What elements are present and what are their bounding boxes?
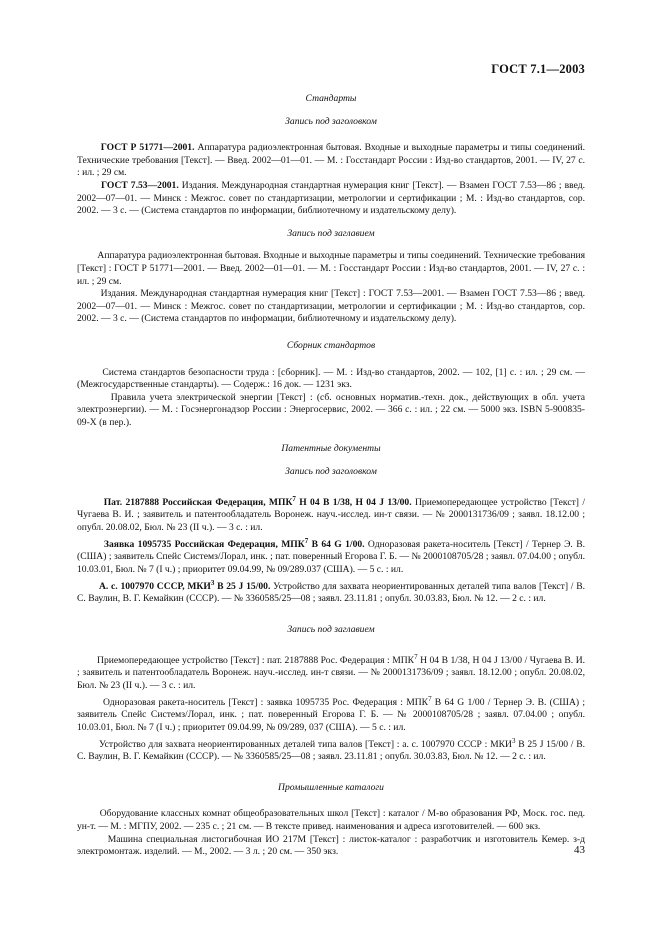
entry-text: Аппаратура радиоэлектронная бытовая. Входные и выходные параметры и типы соединений. Технические требования [Текст]. — Введ. 2002—01—01. — М. : Госстандарт России : Изд-во стандартов, 2001. — IV, 27 с. : ил. ; 29 см.	[77, 142, 586, 179]
subsection-title: Запись под заголовком	[285, 466, 377, 478]
superscript: 3	[511, 736, 516, 745]
entry-heading: ГОСТ 7.53—2001.	[101, 179, 179, 191]
entry-text: Устройство для захвата неориентированных деталей типа валов [Текст] / В. С. Ваулин, В. Г. Кемайкин (СССР). — № 3360585/25—08 ; заявл. 23.11.81 ; опубл. 30.03.83, Бюл. № 12. — 2 с. : ил.	[77, 580, 585, 605]
entry-text: Система стандартов безопасности труда : [сборник]. — М. : Изд-во стандартов, 2002. — 102, [1] с. : ил. ; 29 см. — (Межгосударственные стандарты). — Содерж.: 16 док. — 1231 экз.	[77, 366, 586, 391]
entry-paragraph	[77, 392, 585, 430]
entry-paragraph	[77, 834, 585, 859]
entry-text: Одноразовая ракета-носитель [Текст] / Тернер Э. В. (США) ; заявитель Спейс Системз/Лорал, инк. ; пат. поверенный Егорова Г. Б. — № 2000108705/28 ; заявл. 07.04.00 ; опубл. 10.03.01, Бюл. № 7 (I ч.) ; приоритет 09.04.99, № 09/289.037 (США). — 5 с. : ил.	[77, 538, 585, 575]
superscript: 7	[304, 536, 309, 545]
entry-paragraph	[77, 493, 585, 535]
entry-paragraph	[77, 577, 585, 606]
entry-paragraph	[77, 535, 585, 577]
superscript: 7	[292, 494, 296, 503]
section-title-standards: Стандарты	[305, 93, 357, 104]
entry-text: Приемопередающее устройство [Текст] : пат. 2187888 Рос. Федерация : МПК	[97, 654, 415, 666]
entry-paragraph	[77, 808, 585, 833]
subsection-title: Запись под заглавием	[287, 623, 375, 635]
entry-heading-cont: В 64 G 1/00.	[308, 538, 365, 550]
entry-text: Машина специальная листогибочная ИО 217М [Текст] : листок-каталог : разработчик и изготовитель Кемер. з-д электромонтаж. изделий. — М., 2002. — 3 л. ; 20 см. — 350 экз.	[77, 833, 586, 858]
entry-text: Аппаратура радиоэлектронная бытовая. Входные и выходные параметры и типы соединений. Технические требования [Текст] : ГОСТ Р 51771—2001. — Введ. 2002—01—01. — М. : Госстандарт России : Изд-во стандартов, 2001. — IV, 27 с. : ил. ; 29 см.	[77, 250, 585, 287]
entry-paragraph	[77, 288, 585, 326]
entry-text: Приемопередающее устройство [Текст] / Чугаева В. И. ; заявитель и патентообладатель Воронеж. науч.-исслед. ин-т связи. — № 2000131736/09 ; заявл. 18.12.00 ; опубл. 20.08.02, Бюл. № 23 (II ч.). — 3 с. : ил.	[77, 496, 585, 534]
entry-paragraph	[77, 142, 585, 180]
page-number: 43	[574, 844, 585, 856]
entry-text: Устройство для захвата неориентированных деталей типа валов [Текст] : а. с. 1007970 СССР : МКИ	[99, 738, 512, 750]
entry-paragraph	[77, 735, 585, 764]
superscript: 3	[210, 578, 215, 587]
entry-text: Правила учета электрической энергии [Текст] : (сб. основных норматив.-техн. док., действующих в обл. учета электроэнергии). — М. : Госэнергонадзор России : Энергосервис, 2002. — 366 с. : ил. ; 22 см. — 5000 экз. ISBN 5-900835-09-X (в пер.).	[77, 391, 586, 428]
entry-heading: Пат. 2187888 Российская Федерация, МПК	[103, 496, 293, 508]
entry-text: Одноразовая ракета-носитель [Текст] : заявка 1095735 Рос. Федерация : МПК	[102, 696, 429, 708]
entry-text-cont: В 64 G 1/00 / Тернер Э. В. (США) ; заявитель Спейс Системз/Лорал, инк. ; пат. поверенный Егорова Г. Б. — № 2000108705/28 ; заявл. 07.04.00 ; опубл. 10.03.01, Бюл. № 7 (I ч.) ; приоритет 09.04.99, № 09/289, 037 (США). — 5 с. : ил.	[77, 696, 585, 733]
subsection-title: Запись под заголовком	[285, 115, 377, 127]
entry-heading-cont: Н 04 В 1/38, Н 04 J 13/00.	[295, 496, 412, 508]
entry-paragraph	[77, 651, 585, 693]
entry-paragraph	[77, 180, 585, 218]
document-body	[77, 93, 585, 859]
entry-paragraph	[77, 693, 585, 735]
document-page	[77, 0, 585, 936]
running-header: ГОСТ 7.1—2003	[491, 62, 585, 76]
entry-text: Оборудование классных комнат общеобразовательных школ [Текст] : каталог / М-во образования РФ, Моск. гос. пед. ун-т. — М. : МГПУ, 2002. — 235 с. ; 21 см. — В тексте привед. наименования и адреса изготовителей. — 600 экз.	[77, 808, 585, 833]
section-title-patents: Патентные документы	[281, 443, 381, 455]
superscript: 7	[428, 694, 432, 703]
section-title-collection: Сборник стандартов	[286, 339, 376, 351]
entry-heading-cont: В 25 J 15/00.	[214, 580, 271, 592]
entry-heading: ГОСТ Р 51771—2001.	[100, 142, 195, 154]
entry-text-cont: В 25 J 15/00 / В. С. Ваулин, В. Г. Кемайкин (СССР). — № 3360585/25—08 ; заявл. 23.11.81 ; опубл. 30.03.83, Бюл. № 12. — 2 с. : ил.	[77, 738, 586, 763]
entry-text: Издания. Международная стандартная нумерация книг [Текст] : ГОСТ 7.53—2001. — Взамен ГОСТ 7.53—86 ; введ. 2002—07—01. — Минск : Межгос. совет по стандартизации, метрологии и сертификации ; М. : Изд-во стандартов, сор. 2002. — 3 с. — (Система стандартов по информации, библиотечному и издательскому делу).	[77, 288, 585, 325]
subsection-title: Запись под заглавием	[287, 227, 375, 239]
entry-paragraph	[77, 367, 585, 392]
superscript: 7	[414, 652, 418, 661]
entry-heading: Заявка 1095735 Российская Федерация, МПК	[103, 538, 305, 550]
entry-heading: А. с. 1007970 СССР, МКИ	[98, 580, 211, 592]
entry-text-cont: Н 04 В 1/38, Н 04 J 13/00 / Чугаева В. И. ; заявитель и патентообладатель Воронеж. науч.-исслед. ин-т связи. — № 2000131736/09 ; заявл. 18.12.00 ; опубл. 20.08.02, Бюл. № 23 (II ч.). — 3 с. : ил.	[77, 654, 586, 691]
section-title-catalogs: Промышленные каталоги	[278, 781, 384, 793]
entry-paragraph	[77, 250, 585, 288]
entry-text: Издания. Международная стандартная нумерация книг [Текст]. — Взамен ГОСТ 7.53—86 ; введ. 2002—07—01. — Минск : Межгос. совет по стандартизации, метрологии и сертификации ; М. : Изд-во стандартов, сор. 2002. — 3 с. — (Система стандартов по информации, библиотечному и издательскому делу).	[77, 179, 586, 217]
